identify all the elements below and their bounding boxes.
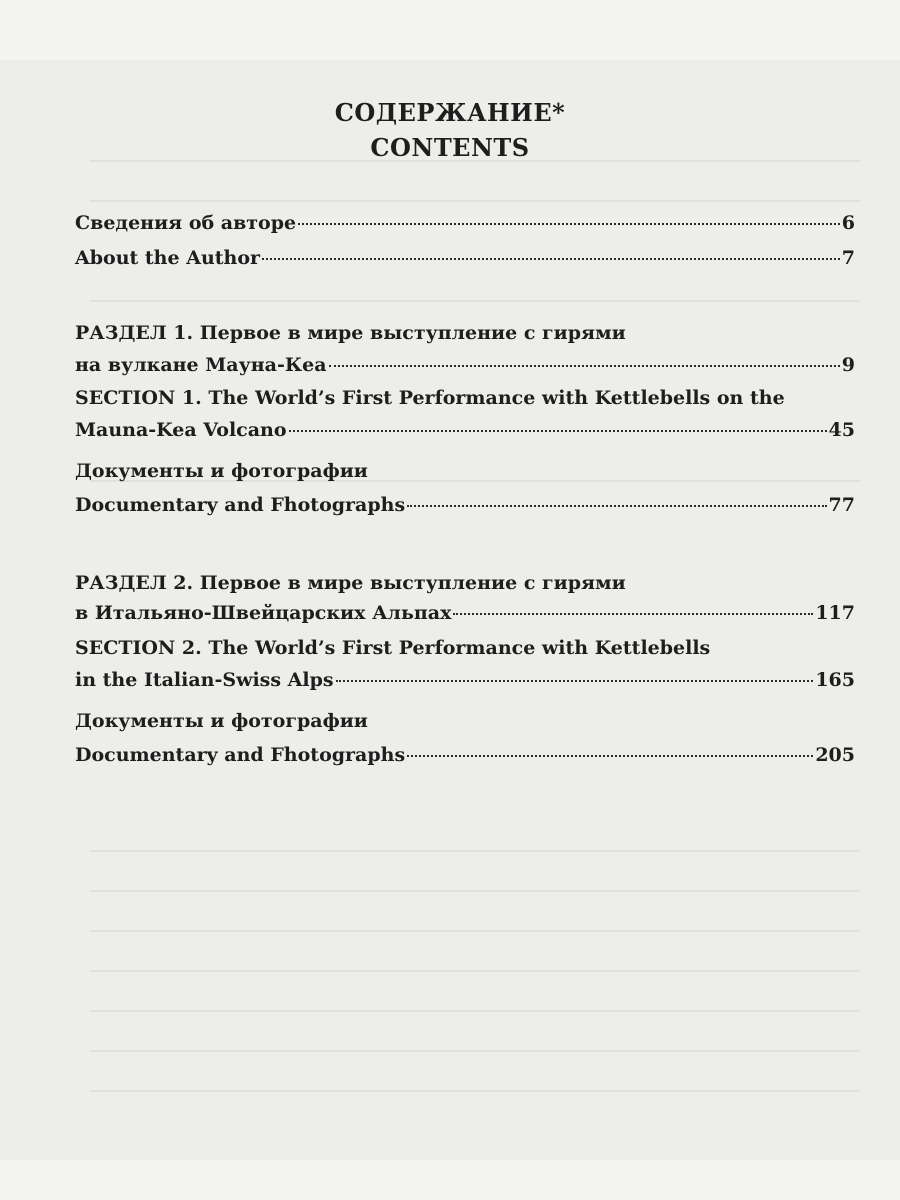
toc-entry-line (75, 602, 855, 624)
toc-entry-title-line (75, 710, 855, 732)
toc-entry-title: Сведения об авторе (75, 212, 297, 234)
toc-page-number: 165 (815, 669, 855, 691)
toc-entry-title-line (75, 460, 855, 482)
toc-entry-title-line (75, 637, 855, 659)
toc-entry-title: Documentary and Fhotographs (75, 494, 406, 516)
toc-entry-line (75, 419, 855, 441)
toc-entry-title: на вулкане Мауна-Кеа (75, 354, 327, 376)
toc-entry-title-line (75, 322, 855, 344)
show-through-text (90, 1010, 860, 1012)
toc-page-number: 9 (841, 354, 855, 376)
toc-entry-title: SECTION 1. The World’s First Performance with Kettlebells on the (75, 387, 785, 409)
toc-page-number: 205 (815, 744, 855, 766)
show-through-text (90, 1090, 860, 1092)
show-through-text (90, 300, 860, 302)
dot-leader (289, 430, 827, 432)
toc-page-number: 77 (828, 494, 855, 516)
toc-entry-title-line (75, 387, 855, 409)
toc-entry-line (75, 669, 855, 691)
toc-entry-title: РАЗДЕЛ 2. Первое в мире выступление с гирями (75, 572, 626, 594)
toc-entry-line (75, 494, 855, 516)
toc-entry-title: РАЗДЕЛ 1. Первое в мире выступление с гирями (75, 322, 626, 344)
dot-leader (262, 258, 840, 260)
toc-entry-title: в Итальяно-Швейцарских Альпах (75, 602, 452, 624)
show-through-text (90, 200, 860, 202)
dot-leader (298, 223, 840, 225)
toc-page-number: 6 (841, 212, 855, 234)
toc-page-number: 45 (828, 419, 855, 441)
toc-entry-title: Mauna-Kea Volcano (75, 419, 287, 441)
dot-leader (453, 613, 813, 615)
toc-page-number: 117 (815, 602, 855, 624)
toc-entry-line (75, 354, 855, 376)
toc-entry-title: Документы и фотографии (75, 460, 368, 482)
toc-entry-line (75, 212, 855, 234)
toc-entry-line (75, 744, 855, 766)
show-through-text (90, 1050, 860, 1052)
toc-entry-title: About the Author (75, 247, 261, 269)
show-through-text (90, 890, 860, 892)
show-through-text (90, 930, 860, 932)
toc-entry-title: Documentary and Fhotographs (75, 744, 406, 766)
dot-leader (407, 505, 826, 507)
toc-entry-title-line (75, 572, 855, 594)
dot-leader (407, 755, 813, 757)
toc-entry-title: SECTION 2. The World’s First Performance with Kettlebells (75, 637, 711, 659)
toc-entry-title: in the Italian-Swiss Alps (75, 669, 334, 691)
toc-entry-title: Документы и фотографии (75, 710, 368, 732)
dot-leader (329, 365, 840, 367)
toc-entry-line (75, 247, 855, 269)
contents-heading-en: CONTENTS (370, 133, 530, 162)
show-through-text (90, 850, 860, 852)
show-through-text (90, 970, 860, 972)
contents-heading-ru: СОДЕРЖАНИЕ* (334, 98, 566, 127)
dot-leader (336, 680, 814, 682)
toc-page-number: 7 (841, 247, 855, 269)
